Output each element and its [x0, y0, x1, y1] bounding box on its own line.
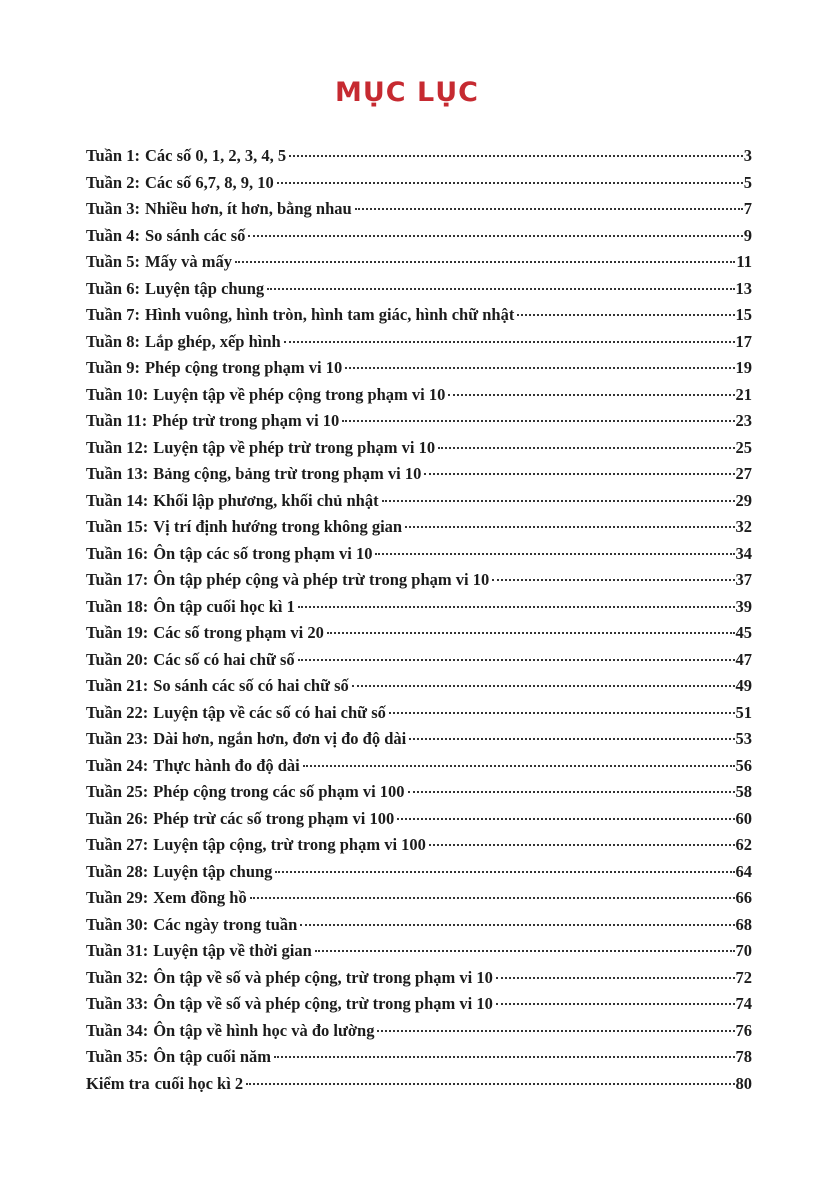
page-number: 11 [736, 252, 752, 271]
toc-entry [86, 408, 752, 435]
entry-title: Phép cộng trong phạm vi 10 [144, 358, 343, 377]
toc-entry [86, 355, 752, 382]
entry-title: Xem đồng hồ [153, 888, 247, 907]
entry-label: Tuần 15: [86, 517, 149, 536]
page-number: 23 [735, 411, 752, 430]
dot-leader [438, 447, 734, 449]
dot-leader [424, 473, 734, 475]
page-number: 7 [743, 199, 752, 218]
toc-entry [86, 461, 752, 488]
dot-leader [408, 791, 735, 793]
dot-leader [298, 659, 735, 661]
toc-entry [86, 832, 752, 859]
entry-label: Tuần 32: [86, 967, 149, 987]
entry-label: Tuần 33: [86, 994, 149, 1013]
page-number: 66 [735, 888, 752, 907]
entry-title: Ôn tập phép cộng và phép trừ trong phạm vi 10 [153, 570, 490, 589]
toc-entry [86, 382, 752, 409]
toc-entry [86, 302, 752, 329]
entry-title: So sánh các số có hai chữ số [153, 676, 349, 695]
entry-label: Kiểm tra [86, 1073, 150, 1093]
page-number: 15 [735, 305, 752, 324]
dot-leader [250, 897, 735, 899]
toc-entry [86, 647, 752, 674]
entry-label: Tuần 7: [86, 305, 140, 324]
dot-leader [246, 1083, 734, 1085]
toc-entry [86, 435, 752, 462]
entry-label: Tuần 4: [86, 225, 140, 245]
dot-leader [327, 632, 735, 634]
entry-label: Tuần 30: [86, 914, 149, 934]
entry-title: Các số 0, 1, 2, 3, 4, 5 [144, 146, 287, 165]
entry-title: Các số có hai chữ số [153, 649, 295, 669]
entry-title: Lắp ghép, xếp hình [144, 331, 281, 351]
entry-title: Khối lập phương, khối chủ nhật [153, 490, 379, 510]
dot-leader [298, 606, 735, 608]
toc-entry [86, 1071, 752, 1098]
entry-label: Tuần 29: [86, 888, 149, 907]
toc-entry [86, 859, 752, 886]
dot-leader [409, 738, 734, 740]
entry-title: Các ngày trong tuần [153, 914, 298, 934]
page-number: 47 [735, 649, 752, 669]
entry-label: Tuần 21: [86, 676, 149, 695]
page-number: 9 [743, 225, 752, 245]
page-number: 49 [735, 676, 752, 695]
toc-entry [86, 567, 752, 594]
page-number: 45 [735, 623, 752, 642]
toc-entry [86, 488, 752, 515]
dot-leader [275, 871, 734, 873]
entry-label: Tuần 28: [86, 861, 149, 881]
page-number: 34 [735, 543, 752, 563]
entry-label: Tuần 6: [86, 278, 140, 298]
toc-entry [86, 223, 752, 250]
entry-title: Luyện tập về các số có hai chữ số [153, 702, 386, 722]
entry-title: Vị trí định hướng trong không gian [153, 517, 403, 536]
entry-label: Tuần 22: [86, 702, 149, 722]
page-number: 51 [735, 702, 752, 722]
toc-entry [86, 673, 752, 700]
page-number: 25 [735, 437, 752, 457]
entry-title: Luyện tập chung [144, 278, 265, 298]
entry-title: Luyện tập về thời gian [153, 941, 312, 960]
toc-entry [86, 514, 752, 541]
toc-entry [86, 1044, 752, 1071]
toc-entry [86, 541, 752, 568]
dot-leader [277, 182, 743, 184]
dot-leader [429, 844, 735, 846]
toc-entry [86, 700, 752, 727]
toc-entry [86, 779, 752, 806]
dot-leader [389, 712, 735, 714]
entry-label: Tuần 26: [86, 808, 149, 828]
dot-leader [375, 553, 734, 555]
entry-label: Tuần 11: [86, 411, 148, 430]
dot-leader [300, 924, 734, 926]
entry-label: Tuần 14: [86, 490, 149, 510]
dot-leader [342, 420, 734, 422]
entry-title: Hình vuông, hình tròn, hình tam giác, hình chữ nhật [144, 305, 515, 324]
page-number: 80 [735, 1073, 752, 1093]
entry-title: Ôn tập về hình học và đo lường [153, 1020, 375, 1040]
page-number: 78 [735, 1047, 752, 1066]
page-number: 60 [735, 808, 752, 828]
dot-leader [248, 235, 742, 237]
entry-title: Luyện tập về phép trừ trong phạm vi 10 [153, 437, 436, 457]
entry-label: Tuần 5: [86, 252, 140, 271]
page-number: 17 [735, 331, 752, 351]
page-number: 62 [735, 835, 752, 854]
entry-label: Tuần 24: [86, 755, 149, 775]
dot-leader [496, 977, 735, 979]
entry-label: Tuần 17: [86, 570, 149, 589]
entry-label: Tuần 34: [86, 1020, 149, 1040]
toc-entry [86, 1018, 752, 1045]
toc-entry [86, 938, 752, 965]
toc-entry [86, 249, 752, 276]
dot-leader [517, 314, 734, 316]
dot-leader [382, 500, 735, 502]
entry-title: Các số 6,7, 8, 9, 10 [144, 172, 274, 192]
page-number: 37 [735, 570, 752, 589]
dot-leader [496, 1003, 735, 1005]
entry-label: Tuần 35: [86, 1047, 149, 1066]
entry-title: Ôn tập cuối năm [153, 1047, 272, 1066]
dot-leader [352, 685, 735, 687]
dot-leader [448, 394, 734, 396]
entry-label: Tuần 31: [86, 941, 149, 960]
entry-label: Tuần 13: [86, 464, 149, 483]
page-number: 5 [743, 172, 752, 192]
entry-title: Mấy và mấy [144, 252, 233, 271]
entry-title: cuối học kì 2 [154, 1073, 244, 1093]
entry-title: Phép trừ trong phạm vi 10 [152, 411, 340, 430]
dot-leader [377, 1030, 734, 1032]
page-number: 56 [735, 755, 752, 775]
toc-entry [86, 170, 752, 197]
entry-label: Tuần 1: [86, 146, 140, 165]
entry-title: Ôn tập các số trong phạm vi 10 [153, 543, 373, 563]
entry-title: Thực hành đo độ dài [153, 755, 300, 775]
entry-label: Tuần 25: [86, 782, 149, 801]
entry-label: Tuần 23: [86, 729, 149, 748]
page-number: 74 [735, 994, 752, 1013]
toc-entry [86, 726, 752, 753]
entry-label: Tuần 3: [86, 199, 140, 218]
dot-leader [289, 155, 743, 157]
table-of-contents [86, 143, 752, 1097]
dot-leader [315, 950, 735, 952]
page-number: 72 [735, 967, 752, 987]
dot-leader [267, 288, 734, 290]
entry-title: Luyện tập về phép cộng trong phạm vi 10 [153, 384, 446, 404]
dot-leader [492, 579, 734, 581]
entry-title: So sánh các số [144, 225, 246, 245]
page-number: 13 [735, 278, 752, 298]
entry-title: Phép trừ các số trong phạm vi 100 [153, 808, 395, 828]
page-number: 64 [735, 861, 752, 881]
entry-label: Tuần 8: [86, 331, 140, 351]
dot-leader [235, 261, 735, 263]
dot-leader [284, 341, 735, 343]
entry-title: Luyện tập cộng, trừ trong phạm vi 100 [153, 835, 426, 854]
toc-entry [86, 594, 752, 621]
toc-entry [86, 276, 752, 303]
dot-leader [355, 208, 743, 210]
entry-label: Tuần 10: [86, 384, 149, 404]
dot-leader [397, 818, 734, 820]
entry-title: Phép cộng trong các số phạm vi 100 [153, 782, 405, 801]
page-number: 27 [735, 464, 752, 483]
toc-entry [86, 753, 752, 780]
toc-entry [86, 620, 752, 647]
page-number: 68 [735, 914, 752, 934]
toc-entry [86, 806, 752, 833]
page-number: 19 [735, 358, 752, 377]
page-number: 70 [735, 941, 752, 960]
entry-title: Ôn tập về số và phép cộng, trừ trong phạm vi 10 [153, 994, 493, 1013]
page-number: 21 [735, 384, 752, 404]
entry-title: Ôn tập về số và phép cộng, trừ trong phạm vi 10 [153, 967, 493, 987]
toc-entry [86, 329, 752, 356]
entry-title: Nhiều hơn, ít hơn, bằng nhau [144, 199, 352, 218]
entry-title: Dài hơn, ngắn hơn, đơn vị đo độ dài [153, 729, 407, 748]
toc-entry [86, 885, 752, 912]
toc-entry [86, 143, 752, 170]
dot-leader [345, 367, 734, 369]
page-number: 32 [735, 517, 752, 536]
entry-label: Tuần 9: [86, 358, 140, 377]
dot-leader [274, 1056, 734, 1058]
toc-entry [86, 965, 752, 992]
page-number: 53 [735, 729, 752, 748]
page-number: 29 [735, 490, 752, 510]
dot-leader [405, 526, 734, 528]
entry-title: Ôn tập cuối học kì 1 [153, 596, 295, 616]
entry-label: Tuần 12: [86, 437, 149, 457]
entry-label: Tuần 27: [86, 835, 149, 854]
dot-leader [303, 765, 735, 767]
toc-entry [86, 912, 752, 939]
page-title: MỤC LỤC [335, 77, 479, 108]
toc-entry [86, 196, 752, 223]
entry-label: Tuần 18: [86, 596, 149, 616]
entry-title: Luyện tập chung [153, 861, 273, 881]
entry-label: Tuần 16: [86, 543, 149, 563]
entry-label: Tuần 20: [86, 649, 149, 669]
page-number: 39 [735, 596, 752, 616]
entry-label: Tuần 19: [86, 623, 149, 642]
page-number: 76 [735, 1020, 752, 1040]
page-number: 58 [735, 782, 752, 801]
page-number: 3 [743, 146, 752, 165]
entry-title: Bảng cộng, bảng trừ trong phạm vi 10 [153, 464, 422, 483]
entry-label: Tuần 2: [86, 172, 140, 192]
toc-entry [86, 991, 752, 1018]
entry-title: Các số trong phạm vi 20 [153, 623, 324, 642]
